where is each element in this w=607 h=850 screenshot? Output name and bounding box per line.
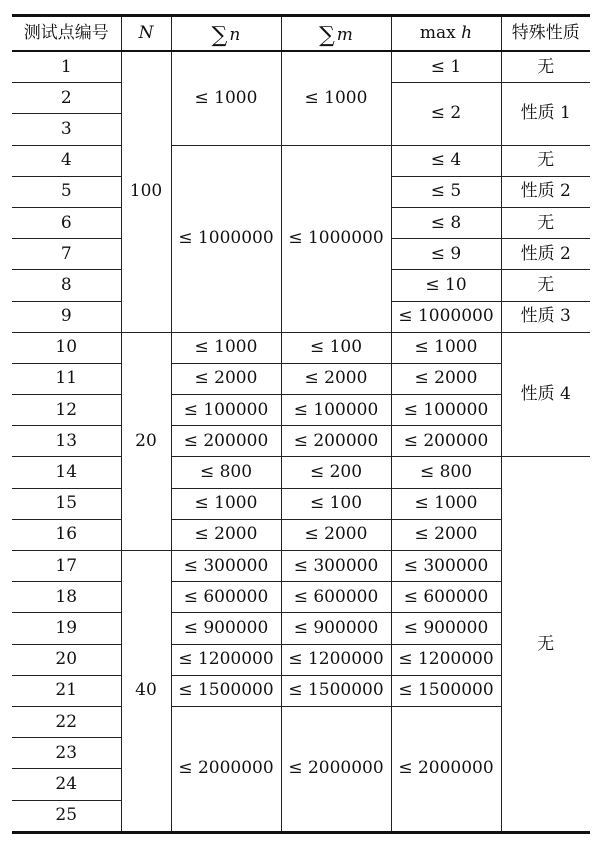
max-h-cell: ≤ 2000000 [391, 706, 501, 832]
header-n-count: N [121, 16, 171, 52]
id-cell: 14 [12, 457, 121, 488]
sum-n-cell: ≤ 600000 [171, 582, 281, 613]
sum-n-cell: ≤ 1200000 [171, 644, 281, 675]
sum-m-cell: ≤ 2000000 [281, 706, 391, 832]
id-cell: 22 [12, 706, 121, 737]
id-cell: 7 [12, 239, 121, 270]
id-cell: 15 [12, 488, 121, 519]
sum-m-cell: ≤ 1500000 [281, 675, 391, 706]
id-cell: 25 [12, 800, 121, 832]
id-cell: 23 [12, 738, 121, 769]
sum-n-cell: ≤ 1000 [171, 488, 281, 519]
special-cell: 性质 3 [501, 301, 590, 332]
id-cell: 17 [12, 551, 121, 582]
sum-m-cell: ≤ 1200000 [281, 644, 391, 675]
sum-n-cell: ≤ 1000000 [171, 145, 281, 332]
special-cell: 性质 1 [501, 83, 590, 145]
sum-n-cell: ≤ 200000 [171, 426, 281, 457]
max-h-cell: ≤ 9 [391, 239, 501, 270]
special-cell: 无 [501, 207, 590, 238]
table-row [12, 51, 590, 83]
sum-m-cell: ≤ 300000 [281, 551, 391, 582]
special-cell: 性质 2 [501, 239, 590, 270]
max-h-cell: ≤ 4 [391, 145, 501, 176]
n-cell: 40 [121, 551, 171, 833]
table-row [12, 457, 590, 488]
id-cell: 19 [12, 613, 121, 644]
id-cell: 18 [12, 582, 121, 613]
max-h-cell: ≤ 2 [391, 83, 501, 145]
max-h-cell: ≤ 1200000 [391, 644, 501, 675]
special-cell: 无 [501, 270, 590, 301]
id-cell: 12 [12, 395, 121, 426]
sum-m-cell: ≤ 2000 [281, 363, 391, 394]
sum-m-cell: ≤ 100 [281, 332, 391, 363]
max-h-cell: ≤ 2000 [391, 363, 501, 394]
sum-m-cell: ≤ 200000 [281, 426, 391, 457]
sum-m-cell: ≤ 1000 [281, 51, 391, 145]
max-h-cell: ≤ 800 [391, 457, 501, 488]
id-cell: 4 [12, 145, 121, 176]
id-cell: 2 [12, 83, 121, 114]
table-row [12, 332, 590, 363]
id-cell: 13 [12, 426, 121, 457]
header-max-h: max h [391, 16, 501, 52]
id-cell: 16 [12, 519, 121, 550]
max-h-cell: ≤ 1000 [391, 332, 501, 363]
id-cell: 20 [12, 644, 121, 675]
max-h-cell: ≤ 300000 [391, 551, 501, 582]
max-h-cell: ≤ 600000 [391, 582, 501, 613]
sum-n-cell: ≤ 2000 [171, 363, 281, 394]
special-cell: 无 [501, 457, 590, 832]
special-cell: 无 [501, 145, 590, 176]
sum-n-cell: ≤ 2000 [171, 519, 281, 550]
n-cell: 100 [121, 51, 171, 332]
id-cell: 10 [12, 332, 121, 363]
header-sum-n: ∑ n [171, 16, 281, 52]
special-cell: 性质 2 [501, 176, 590, 207]
max-h-cell: ≤ 1 [391, 51, 501, 83]
sum-n-cell: ≤ 2000000 [171, 706, 281, 832]
header-special: 特殊性质 [501, 16, 590, 52]
sum-m-cell: ≤ 900000 [281, 613, 391, 644]
max-h-cell: ≤ 1000 [391, 488, 501, 519]
id-cell: 21 [12, 675, 121, 706]
special-cell: 性质 4 [501, 332, 590, 457]
header-row [12, 16, 590, 52]
max-h-cell: ≤ 2000 [391, 519, 501, 550]
max-h-cell: ≤ 8 [391, 207, 501, 238]
special-cell: 无 [501, 51, 590, 83]
id-cell: 9 [12, 301, 121, 332]
id-cell: 3 [12, 114, 121, 145]
id-cell: 1 [12, 51, 121, 83]
id-cell: 24 [12, 769, 121, 800]
sum-n-cell: ≤ 1000 [171, 51, 281, 145]
sum-m-cell: ≤ 600000 [281, 582, 391, 613]
header-id: 测试点编号 [12, 16, 121, 52]
max-h-cell: ≤ 1000000 [391, 301, 501, 332]
id-cell: 6 [12, 207, 121, 238]
sum-n-cell: ≤ 900000 [171, 613, 281, 644]
max-h-cell: ≤ 200000 [391, 426, 501, 457]
max-h-cell: ≤ 1500000 [391, 675, 501, 706]
header-sum-m: ∑ m [281, 16, 391, 52]
sum-n-cell: ≤ 100000 [171, 395, 281, 426]
id-cell: 8 [12, 270, 121, 301]
subtask-table [12, 14, 590, 834]
id-cell: 11 [12, 363, 121, 394]
max-h-cell: ≤ 900000 [391, 613, 501, 644]
sum-n-cell: ≤ 1000 [171, 332, 281, 363]
n-cell: 20 [121, 332, 171, 550]
max-h-cell: ≤ 5 [391, 176, 501, 207]
sum-m-cell: ≤ 100000 [281, 395, 391, 426]
sum-m-cell: ≤ 100 [281, 488, 391, 519]
sum-m-cell: ≤ 2000 [281, 519, 391, 550]
id-cell: 5 [12, 176, 121, 207]
max-h-cell: ≤ 100000 [391, 395, 501, 426]
max-h-cell: ≤ 10 [391, 270, 501, 301]
table-row [12, 145, 590, 176]
sum-m-cell: ≤ 1000000 [281, 145, 391, 332]
sum-n-cell: ≤ 1500000 [171, 675, 281, 706]
sum-n-cell: ≤ 300000 [171, 551, 281, 582]
sum-n-cell: ≤ 800 [171, 457, 281, 488]
sum-m-cell: ≤ 200 [281, 457, 391, 488]
